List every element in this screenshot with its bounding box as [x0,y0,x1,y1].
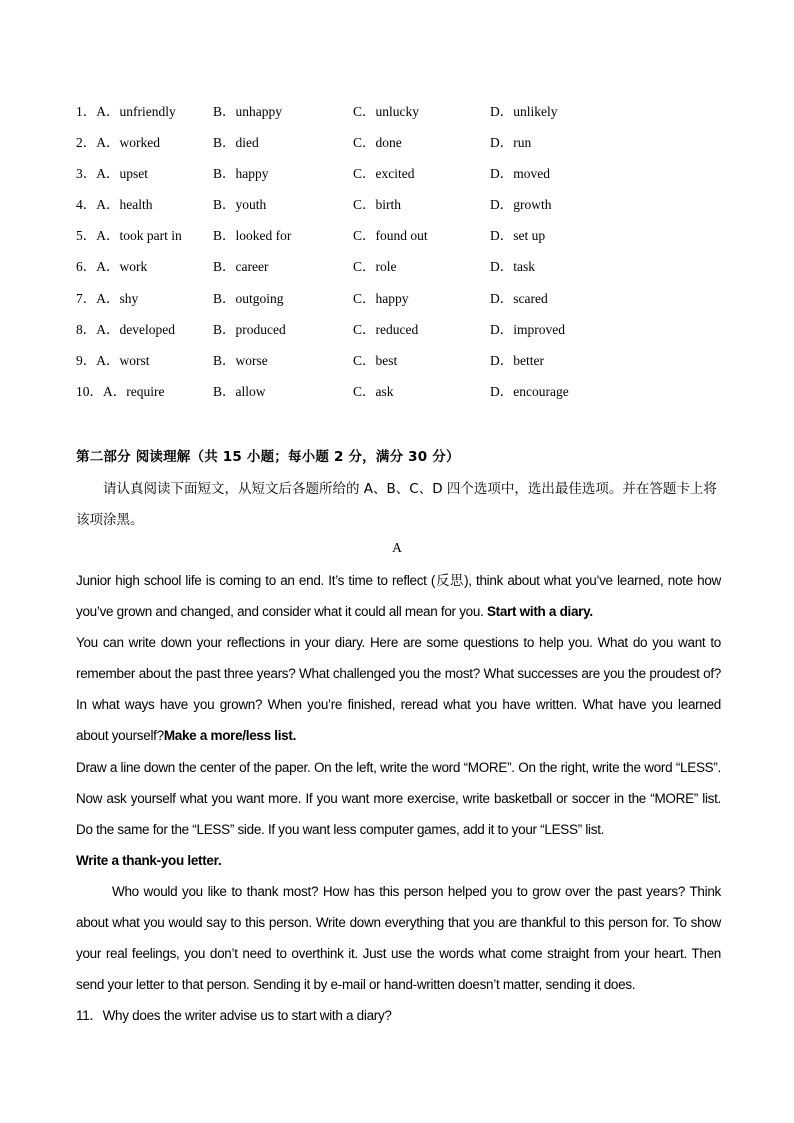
question-number: 3． [76,166,97,182]
paragraph [76,565,721,627]
option-b: B．happy [213,166,269,182]
option-a-text: A．developed [96,321,175,337]
option-b: B．looked for [213,228,292,244]
option-row [76,164,716,195]
option-b: B．youth [213,197,267,213]
option-b: B．outgoing [213,290,284,306]
option-c: C．ask [353,383,394,399]
option-a [76,257,147,277]
option-a-text: A．health [96,197,153,213]
option-c: C．role [353,259,397,275]
option-a [76,133,160,153]
question-number: 9． [76,352,97,368]
option-a-text: A．work [96,259,148,275]
option-a [76,164,148,184]
paragraph: Who would you like to thank most? How has this person helped you to grow over the past years? Think about what you would say to this person. Write down everything that you are thankful to this person for. To show your real feelings, you don’t need to overthink it. Just use the words what come straight from your heart. Then send your letter to that person. Sending it by e-mail or hand-written doesn’t matter, sending it does. [76,883,721,993]
option-c: C．birth [353,197,402,213]
option-d: D．encourage [490,383,569,399]
option-a-text: A．unfriendly [96,104,176,119]
instructions: 请认真阅读下面短文，从短文后各题所给的 A、B、C、D 四个选项中，选出最佳选项。并在答题卡上将该项涂黑。 [76,481,717,528]
option-a [76,382,164,402]
option-b: B．unhappy [213,104,282,119]
option-row [76,102,716,133]
question: 11．Why does the writer advise us to start with a diary? [76,1008,392,1024]
paragraph [76,752,721,845]
question-number: 8． [76,321,97,337]
option-d: D．improved [490,321,565,337]
option-a [76,195,153,215]
subheading: Start with a diary. [486,604,593,620]
option-row [76,320,716,351]
option-c: C．happy [353,290,409,306]
question-number: 4． [76,197,97,213]
option-b: B．career [213,259,269,275]
option-b: B．produced [213,321,286,337]
option-row [76,351,716,382]
option-c: C．found out [353,228,428,244]
option-a [76,289,138,309]
option-d: D．growth [490,197,552,213]
option-a [76,102,176,122]
subheading: Make a more/less list. [163,728,297,744]
option-row [76,289,716,320]
passage-label: A [392,540,402,555]
option-row [76,226,716,257]
option-row [76,257,716,288]
option-a-text: A．worked [96,135,160,151]
paragraph-text: You can write down your reflections in your diary. Here are some questions to help you. What do you want to remember about the past three years? What challenged you the most? What successes are you the proudest of? In what ways have you grown? When you’re finished, reread what you have written. What have you learned about yourself? [76,635,721,744]
option-d: D．better [490,352,544,368]
option-a-text: A．took part in [96,228,182,244]
option-a-text: A．worst [96,352,150,368]
option-d: D．unlikely [490,104,558,119]
option-c: C．reduced [353,321,419,337]
option-row [76,133,716,164]
subheading: Write a thank-you letter. [76,852,222,868]
option-d: D．task [490,259,535,275]
option-row [76,382,716,413]
option-c: C．excited [353,166,415,182]
section-title: 第二部分 阅读理解（共 15 小题；每小题 2 分，满分 30 分） [76,449,460,465]
option-c: C．unlucky [353,104,419,119]
option-a [76,351,150,371]
reading-passage [76,565,721,1031]
option-row [76,195,716,226]
option-d: D．moved [490,166,550,182]
option-a [76,226,182,246]
question-number: 6． [76,259,97,275]
option-d: D．run [490,135,532,151]
paragraph [76,627,721,751]
question-number: 2． [76,135,97,151]
question-number: 7． [76,290,97,306]
option-c: C．done [353,135,402,151]
question-number: 1． [76,104,97,119]
paragraph-text: Junior high school life is coming to an end. It’s time to reflect (反思), think about what you’ve learned, note how you’ve grown and changed, and consider what it could all mean for you. [76,573,721,620]
option-d: D．set up [490,228,546,244]
paragraph-text: Draw a line down the center of the paper. On the left, write the word “MORE”. On the right, write the word “LESS”. Now ask yourself what you want more. If you want more exercise, write basketball or soccer in the “MORE” list. Do the same for the “LESS” side. If you want less computer games, add it to your “LESS” list. [76,759,721,837]
option-a-text: A．require [103,383,165,399]
cloze-options [76,102,716,413]
option-d: D．scared [490,290,548,306]
option-b: B．worse [213,352,268,368]
question-number: 10． [76,383,103,399]
option-b: B．allow [213,383,266,399]
option-c: C．best [353,352,398,368]
option-b: B．died [213,135,259,151]
option-a-text: A．upset [96,166,148,182]
question-number: 5． [76,228,97,244]
option-a-text: A．shy [96,290,139,306]
option-a [76,320,175,340]
